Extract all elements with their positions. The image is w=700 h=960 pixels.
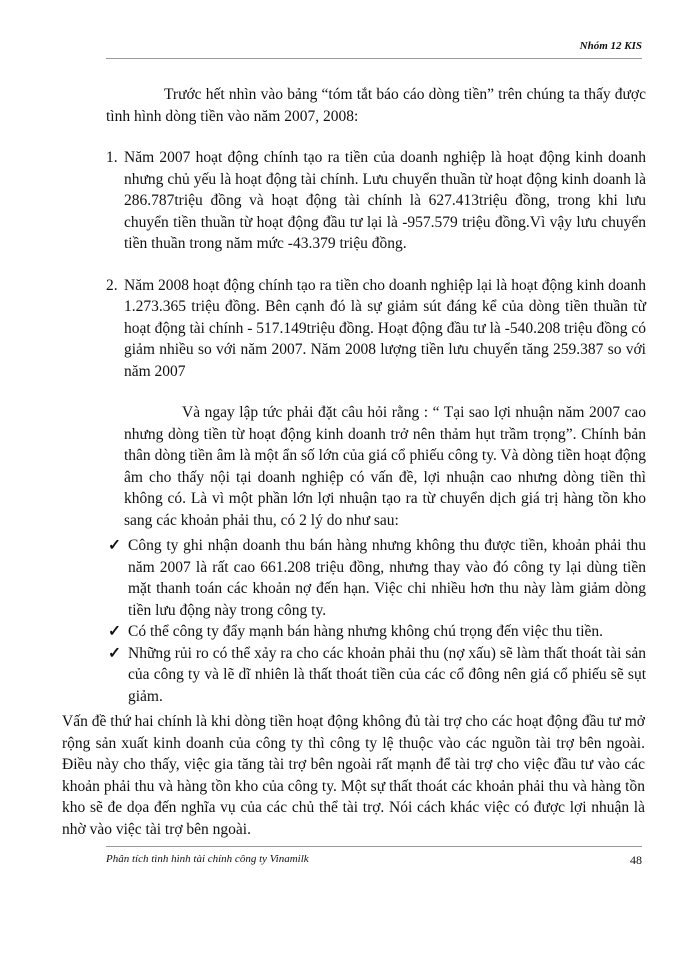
list-item	[106, 643, 646, 708]
list-item-text: Năm 2008 hoạt động chính tạo ra tiền cho doanh nghiệp lại là hoạt động kinh doanh 1.273.365 triệu đồng. Bên cạnh đó là sự giảm sút đáng kể của dòng tiền thuần từ hoạt động tài chính - 517.149triệu đồng. Hoạt động đầu tư là -540.208 triệu đồng có giảm nhiều so với năm 2007. Năm 2008 lượng tiền lưu chuyển tăng 259.387 so với năm 2007	[124, 276, 646, 380]
list-number: 1.	[106, 149, 118, 166]
list-item-text: Có thể công ty đẩy mạnh bán hàng nhưng không chú trọng đến việc thu tiền.	[128, 623, 604, 640]
list-item-text: Công ty ghi nhận doanh thu bán hàng nhưng không thu được tiền, khoản phải thu năm 2007 là rất cao 661.208 triệu đồng, nhưng thay vào đó công ty lại dùng tiền mặt thanh toán các khoản nợ đến hạn. Việc chi nhiều hơn thu này làm giảm dòng tiền lưu động này trong công ty.	[128, 537, 646, 619]
list-item	[106, 275, 646, 383]
list-item-text: Năm 2007 hoạt động chính tạo ra tiền của doanh nghiệp là hoạt động kinh doanh nhưng chủ yếu là hoạt động tài chính. Lưu chuyển thuần từ hoạt động kinh doanh là 286.787triệu đồng và hoạt động tài chính là 627.413triệu đồng, trong khi lưu chuyển tiền thuần từ hoạt động đầu tư lại là -957.579 triệu đồng.Vì vậy lưu chuyển tiền thuần trong năm mức -43.379 triệu đồng.	[124, 149, 646, 252]
numbered-list	[106, 147, 646, 382]
checkmark-icon: ✓	[108, 537, 121, 554]
footer-title: Phân tích tình hình tài chính công ty Vinamilk	[106, 853, 309, 865]
final-paragraph: Vấn đề thứ hai chính là khi dòng tiền hoạt động không đủ tài trợ cho các hoạt động đầu tư mở rộng sản xuất kinh doanh của công ty thì công ty lệ thuộc vào các nguồn tài trợ bên ngoài. Điều này cho thấy, việc gia tăng tài trợ bên ngoài rất mạnh để tài trợ cho việc đầu tư vào các khoản phải thu và hàng tồn kho của công ty. Một sự thất thoát các khoản phải thu và hàng tồn kho sẽ đe dọa đến nghĩa vụ của các chủ thể tài trợ. Nói cách khác việc có được lợi nhuận là nhờ vào việc tài trợ bên ngoài.	[62, 713, 645, 838]
page-number: 48	[630, 853, 642, 867]
list-number: 2.	[106, 276, 118, 294]
list-item	[106, 535, 646, 621]
list-item	[106, 621, 646, 643]
page-content	[62, 84, 646, 840]
list-item	[106, 147, 646, 255]
header-group-label: Nhóm 12 KIS	[579, 40, 642, 52]
checkmark-icon: ✓	[108, 623, 121, 640]
intro-paragraph: Trước hết nhìn vào bảng “tóm tắt báo cáo dòng tiền” trên chúng ta thấy được tình hình dòng tiền vào năm 2007, 2008:	[106, 86, 646, 125]
question-paragraph: Và ngay lập tức phải đặt câu hỏi rằng : “ Tại sao lợi nhuận năm 2007 cao nhưng dòng tiền từ hoạt động kinh doanh trở nên thảm hụt trầm trọng”. Chính bản thân dòng tiền âm là một ẩn số lớn của giá cổ phiếu công ty. Và dòng tiền hoạt động âm cho thấy nội tại doanh nghiệp có vấn đề, lợi nhuận cao nhưng dòng tiền thì không có. Là vì một phần lớn lợi nhuận tạo ra từ chuyển dịch giá trị hàng tồn kho sang các khoản phải thu, có 2 lý do như sau:	[124, 404, 646, 529]
checkmark-icon: ✓	[108, 644, 121, 662]
header-rule	[106, 58, 642, 59]
list-item-text: Những rủi ro có thể xảy ra cho các khoản phải thu (nợ xấu) sẽ làm thất thoát tài sản của công ty và lẽ dĩ nhiên là thất thoát tiền của các cổ đông nên giá cổ phiếu sẽ sụt giảm.	[128, 644, 646, 705]
checkmark-list	[106, 535, 646, 707]
footer-rule	[106, 846, 642, 847]
